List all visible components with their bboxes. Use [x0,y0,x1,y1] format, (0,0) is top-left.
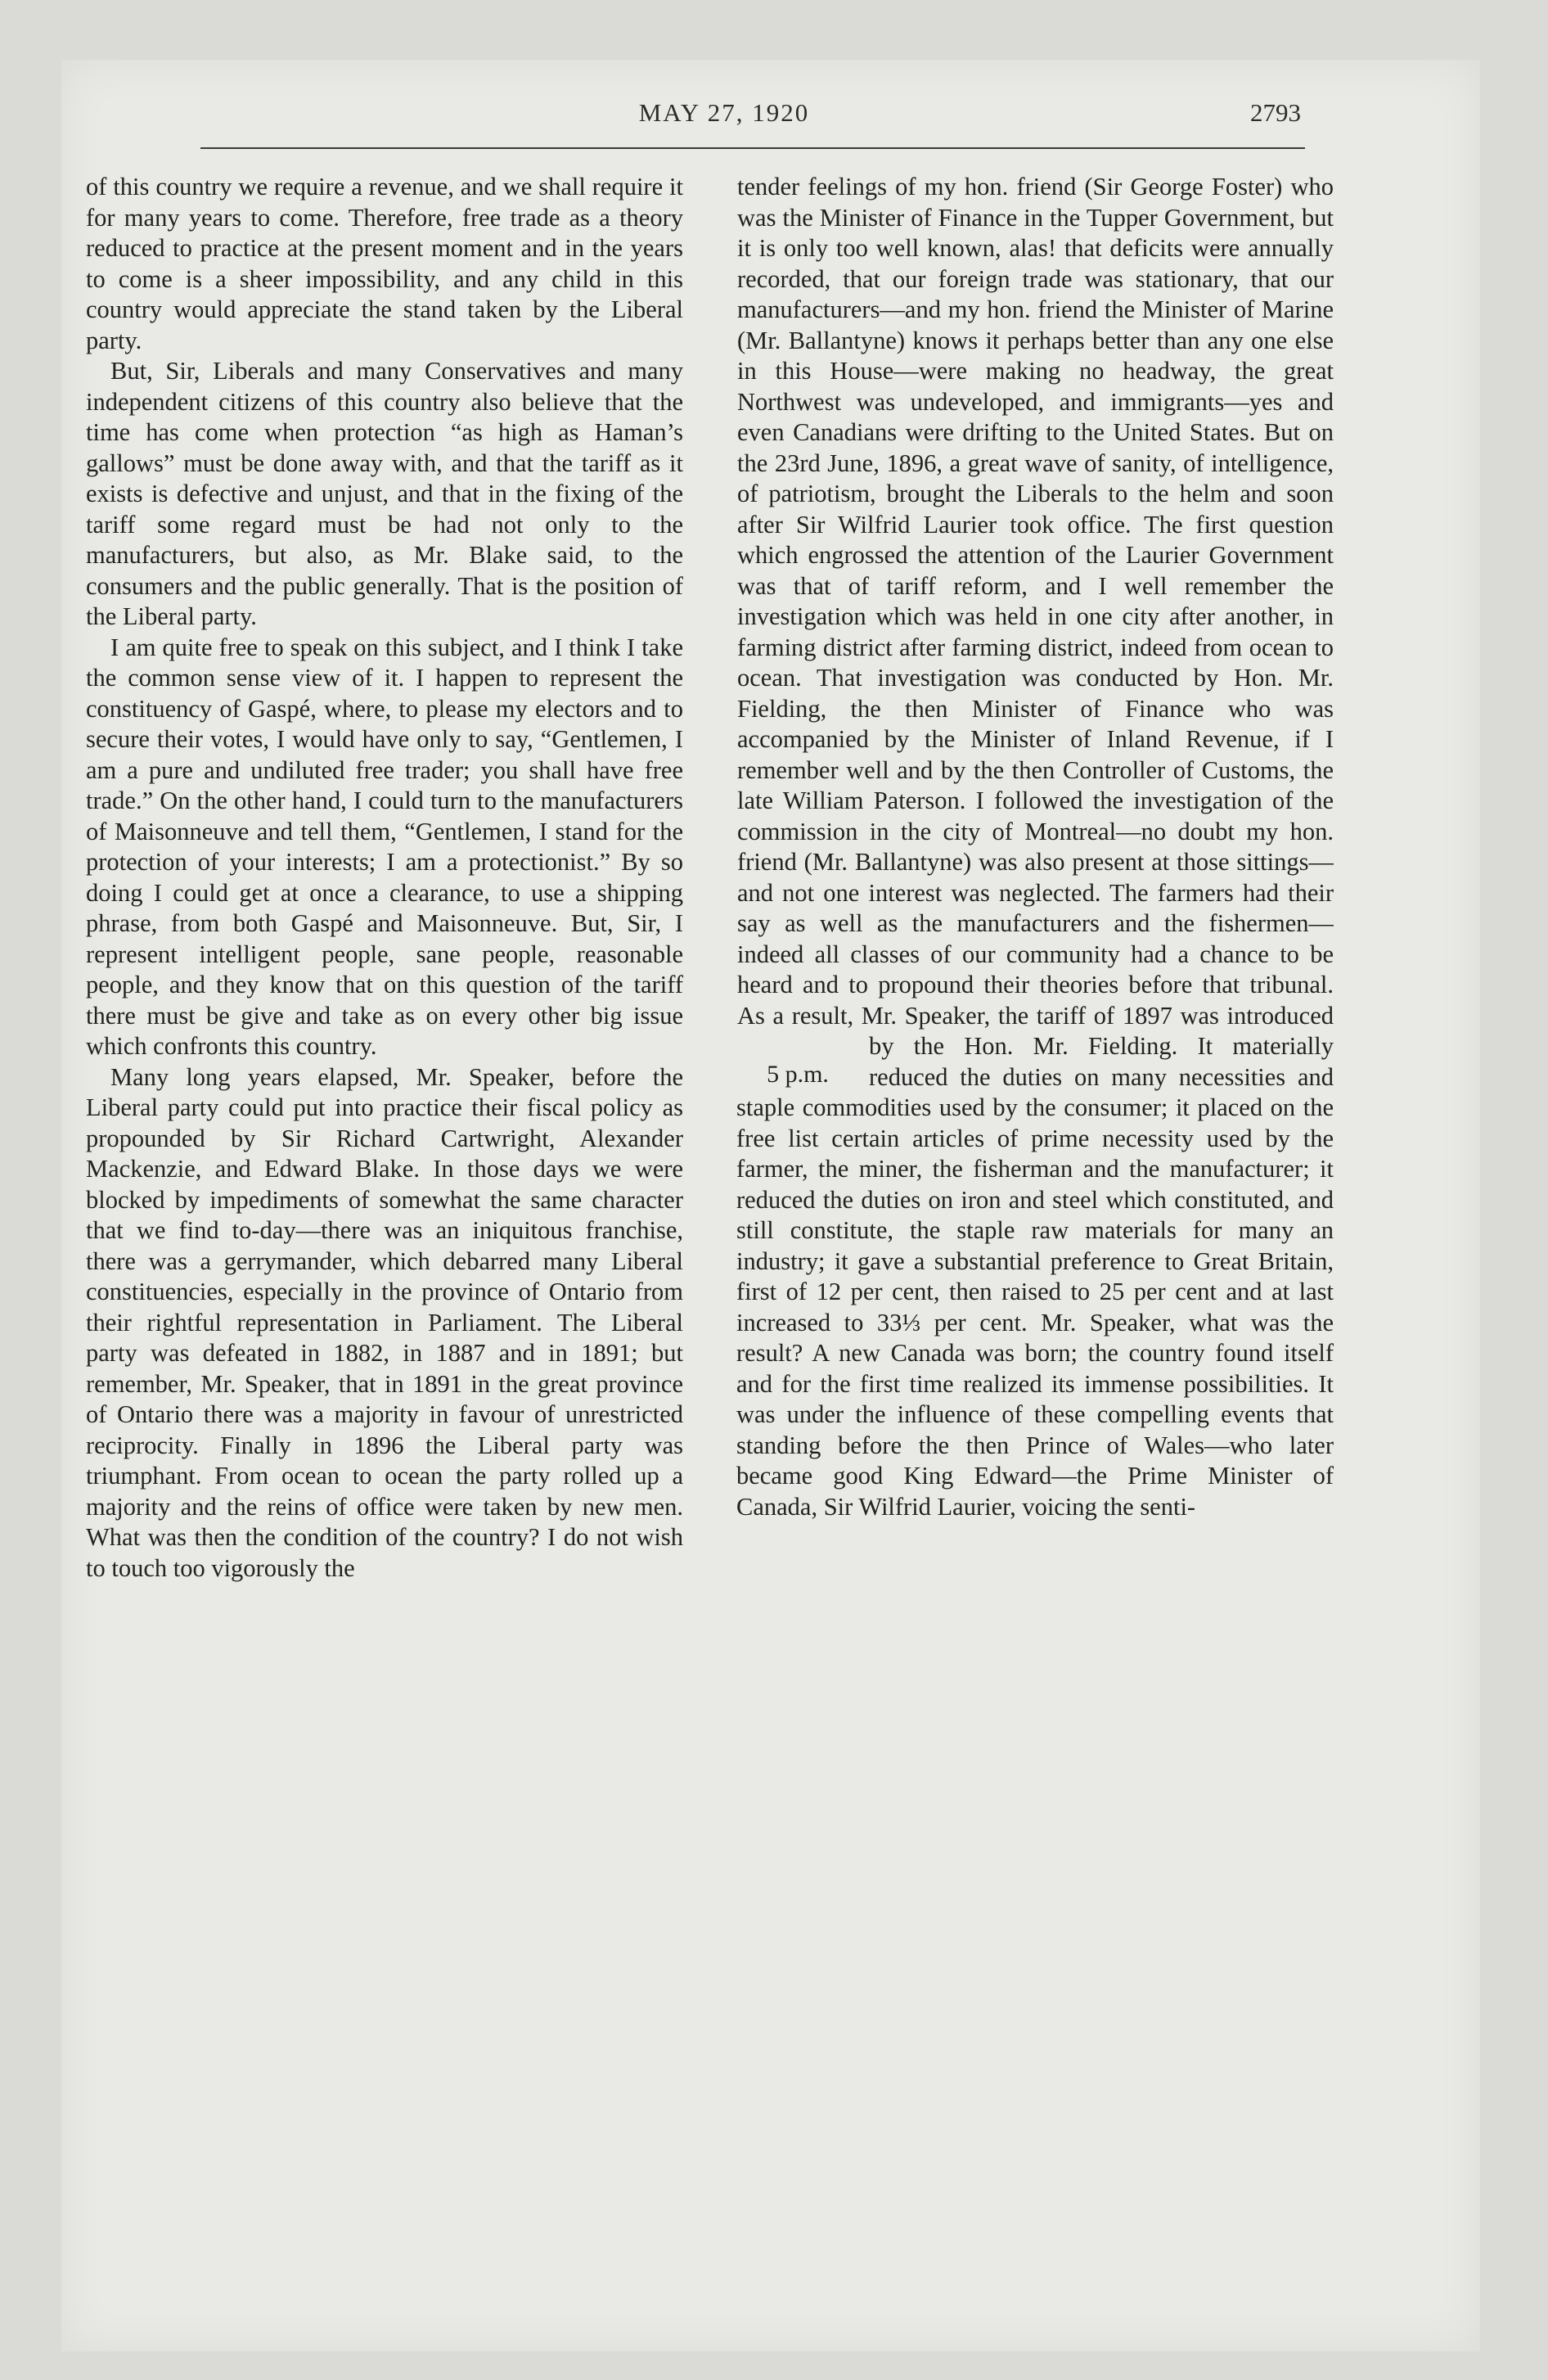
left-column [86,172,683,2169]
time-marker: 5 p.m. [767,1061,829,1088]
paragraph: I am quite free to speak on this subject, and I think I take the common sense view of it. I happen to represent the constituency of Gaspé, where, to please my electors and to secure their votes, I would have only to say, “Gentlemen, I am a pure and undiluted free trader; you shall have free trade.” On the other hand, I could turn to the manufacturers of Maisonneuve and tell them, “Gentlemen, I stand for the protection of your interests; I am a protectionist.” By so doing I could get at once a clearance, to use a shipping phrase, from both Gaspé and Maisonneuve. But, Sir, I represent intelligent people, sane people, reasonable people, and they know that on this question of the tariff there must be give and take as on every other big issue which confronts this country. [86,633,683,1060]
right-column [736,172,1334,2169]
paragraph: But, Sir, Liberals and many Conservatives and many independent citizens of this country also believe that the time has come when protection “as high as Haman’s gallows” must be done away with, and that the tariff as it exists is defective and unjust, and that in the fixing of the tariff some regard must be had not only to the manufacturers, but also, as Mr. Blake said, to the consumers and the public generally. That is the position of the Liberal party. [86,357,683,630]
page-number: 2793 [1250,98,1301,127]
running-head [147,90,1301,139]
paragraph: tender feelings of my hon. friend (Sir George Foster) who was the Minister of Finance in the Tupper Government, but it is only too well known, alas! that deficits were annually recorded, that our foreign trade was stationary, that our manufacturers—and my hon. friend the Minister of Marine (Mr. Ballantyne) knows it perhaps better than any one else in this House—were making no headway, the great Northwest was undeveloped, and immigrants—yes and even Canadians were drifting to the United States. But on the 23rd June, 1896, a great wave of sanity, of intelligence, of patriotism, brought the Liberals to the helm and soon after Sir Wilfrid Laurier took office. The first question which engrossed the attention of the Laurier Government was that of tariff reform, and I well remember the investigation which was held in one city after another, in farming district after farming district, indeed from ocean to ocean. That investigation was conducted by Hon. Mr. Fielding, the then Minister of Finance who was accompanied by the Minister of Inland Revenue, if I remember well and by the then Controller of Customs, the late William Paterson. I followed the investigation of the commission in the city of Montreal—no doubt my hon. friend (Mr. Ballantyne) was also present at those sittings—and not one interest was neglected. The farmers had their say as well as the manufacturers and the fishermen—indeed all classes of our community had a chance to be heard and to propound their theories before that tribunal. As a result, Mr. Speaker, the tariff of 1897 was introduced by the Hon. Mr. Fielding. It materially reduced the duties on many necessities and staple commodities used by the consumer; it placed on the free list certain articles of prime necessity used by the farmer, the miner, the fisherman and the manufacturer; it reduced the duties on iron and steel which constituted, and still constitute, the staple raw materials for many an industry; it gave a substantial preference to Great Britain, first of 12 per cent, then raised to 25 per cent and at last increased to 33⅓ per cent. Mr. Speaker, what was the result? A new Canada was born; the country found itself and for the first time realized its immense possibilities. It was under the influence of these compelling events that standing before the then Prince of Wales—who later became good King Edward—the Prime Minister of Canada, Sir Wilfrid Laurier, voicing the senti- [736,173,1334,1521]
header-date: MAY 27, 1920 [638,98,810,127]
paragraph: Many long years elapsed, Mr. Speaker, before the Liberal party could put into practice their fiscal policy as propounded by Sir Richard Cartwright, Alexander Mackenzie, and Edward Blake. In those days we were blocked by impediments of somewhat the same character that we find to-day—there was an iniquitous franchise, there was a gerrymander, which debarred many Liberal constituencies, especially in the province of Ontario from their rightful representation in Parliament. The Liberal party was defeated in 1882, in 1887 and in 1891; but remember, Mr. Speaker, that in 1891 in the great province of Ontario there was a majority in favour of unrestricted reciprocity. Finally in 1896 the Liberal party was triumphant. From ocean to ocean the party rolled up a majority and the reins of office were taken by new men. What was then the condition of the country? I do not wish to touch too vigorously the [86,1062,683,1582]
paragraph: of this country we require a revenue, and we shall require it for many years to come. Therefore, free trade as a theory reduced to practice at the present moment and in the years to come is a sheer impossibility, and any child in this country would appreciate the stand taken by the Liberal party. [86,173,683,354]
header-rule [200,147,1305,149]
